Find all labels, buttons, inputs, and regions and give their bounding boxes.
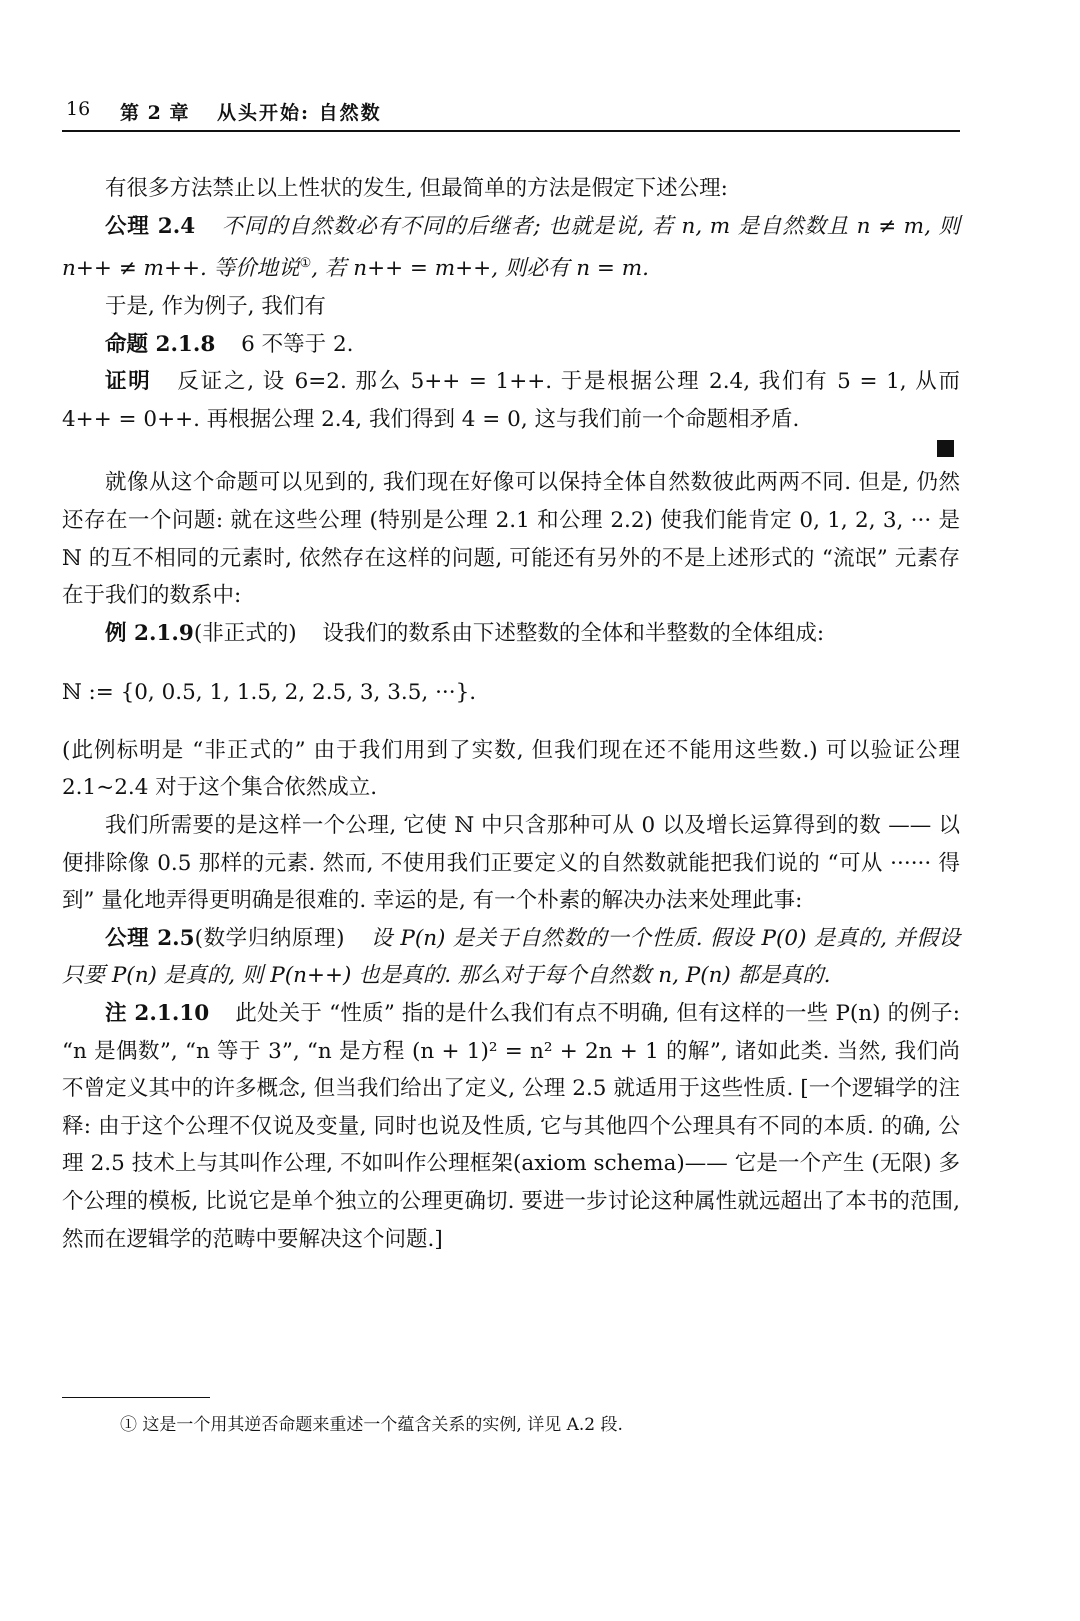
axiom-2-4 [62,208,960,288]
proposition-2-1-8 [62,326,960,364]
axiom-2-5 [62,920,960,995]
axiom-2-4-label: 公理 2.4 [105,213,196,239]
footnote: ① 这是一个用其逆否命题来重述一个蕴含关系的实例, 详见 A.2 段. [120,1415,623,1435]
proof-label: 证明 [105,369,152,395]
qed-mark [62,438,960,464]
proposition-text: 6 不等于 2. [241,331,354,357]
proof-text: 反证之, 设 6=2. 那么 5++ = 1++. 于是根据公理 2.4, 我们有 5 = 1, 从而 4++ = 0++. 再根据公理 2.4, 我们得到 4 = 0, 这与我们前一个命题相矛盾. [62,369,960,432]
proof [62,363,960,438]
example-note: (非正式的) [193,620,297,646]
paragraph-informal-note: (此例标明是 “非正式的” 由于我们用到了实数, 但我们现在还不能用这些数.) 可以验证公理 2.1~2.4 对于这个集合依然成立. [62,737,960,801]
remark-2-1-10 [62,995,960,1258]
paragraph-intro: 有很多方法禁止以上性状的发生, 但最简单的方法是假定下述公理: [105,176,728,201]
remark-label: 注 2.1.10 [105,1001,210,1027]
axiom-2-5-note: (数学归纳原理) [194,925,345,951]
footnote-mark[interactable]: ① [299,256,312,272]
page-number: 16 [66,98,91,120]
footnote-divider [62,1397,210,1398]
paragraph-need-axiom: 我们所需要的是这样一个公理, 它使 ℕ 中只含那种可从 0 以及增长运算得到的数 —— 以便排除像 0.5 那样的元素. 然而, 不使用我们正要定义的自然数就能把我们说的 “可从 ······ 得到” 量化地弄得更明确是很难的. 幸运的是, 有一个朴素的解决办法来处理此事: [62,813,960,914]
paragraph-rogue-elements: 就像从这个命题可以见到的, 我们现在好像可以保持全体自然数彼此两两不同. 但是, 仍然还存在一个问题: 就在这些公理 (特别是公理 2.1 和公理 2.2) 使我们能肯定 0, 1, 2, 3, ··· 是 ℕ 的互不相同的元素时, 依然存在这样的问题, 可能还有另外的不是上述形式的 “流氓” 元素存在于我们的数系中: [62,470,960,609]
remark-text: 此处关于 “性质” 指的是什么我们有点不明确, 但有这样的一些 P(n) 的例子: “n 是偶数”, “n 等于 3”, “n 是方程 (n + 1)² = n² + 2n + 1 的解”, 诸如此类. 当然, 我们尚不曾定义其中的许多概念, 但当我们给出了定义, 公理 2.5 就适用于这些性质. [一个逻辑学的注释: 由于这个公理不仅说及变量, 同时也说及性质, 它与其他四个公理具有不同的本质. 的确, 公理 2.5 技术上与其叫作公理, 不如叫作公理框架(axiom schema)—— 它是一个产生 (无限) 多个公理的模板, 比说它是单个独立的公理更确切. 要进一步讨论这种属性就远超出了本书的范围, 然而在逻辑学的范畴中要解决这个问题.] [62,1001,960,1252]
chapter-title: 从头开始: 自然数 [217,102,382,124]
axiom-2-5-label: 公理 2.5 [105,925,195,951]
axiom-2-4-text: 不同的自然数必有不同的后继者; 也就是说, 若 n, m 是自然数且 n ≠ m, 则 n++ ≠ m++. 等价地说 [62,213,960,282]
running-header [62,98,960,132]
proposition-label: 命题 2.1.8 [105,331,216,357]
axiom-2-5-text: 设 P(n) 是关于自然数的一个性质. 假设 P(0) 是真的, 并假设只要 P(n) 是真的, 则 P(n++) 也是真的. 那么对于每个自然数 n, P(n) 都是真的. [62,925,961,989]
example-2-1-9 [62,615,960,653]
display-formula: ℕ := {0, 0.5, 1, 1.5, 2, 2.5, 3, 3.5, ···}. [62,680,477,706]
axiom-2-4-text-cont: , 若 n++ = m++, 则必有 n = m. [311,256,649,282]
paragraph-example-intro: 于是, 作为例子, 我们有 [105,293,326,319]
qed-square-icon [937,440,954,457]
chapter-number: 第 2 章 [120,102,190,124]
page-body [62,170,960,1258]
example-label: 例 2.1.9 [105,620,194,646]
example-text: 设我们的数系由下述整数的全体和半整数的全体组成: [322,620,825,646]
